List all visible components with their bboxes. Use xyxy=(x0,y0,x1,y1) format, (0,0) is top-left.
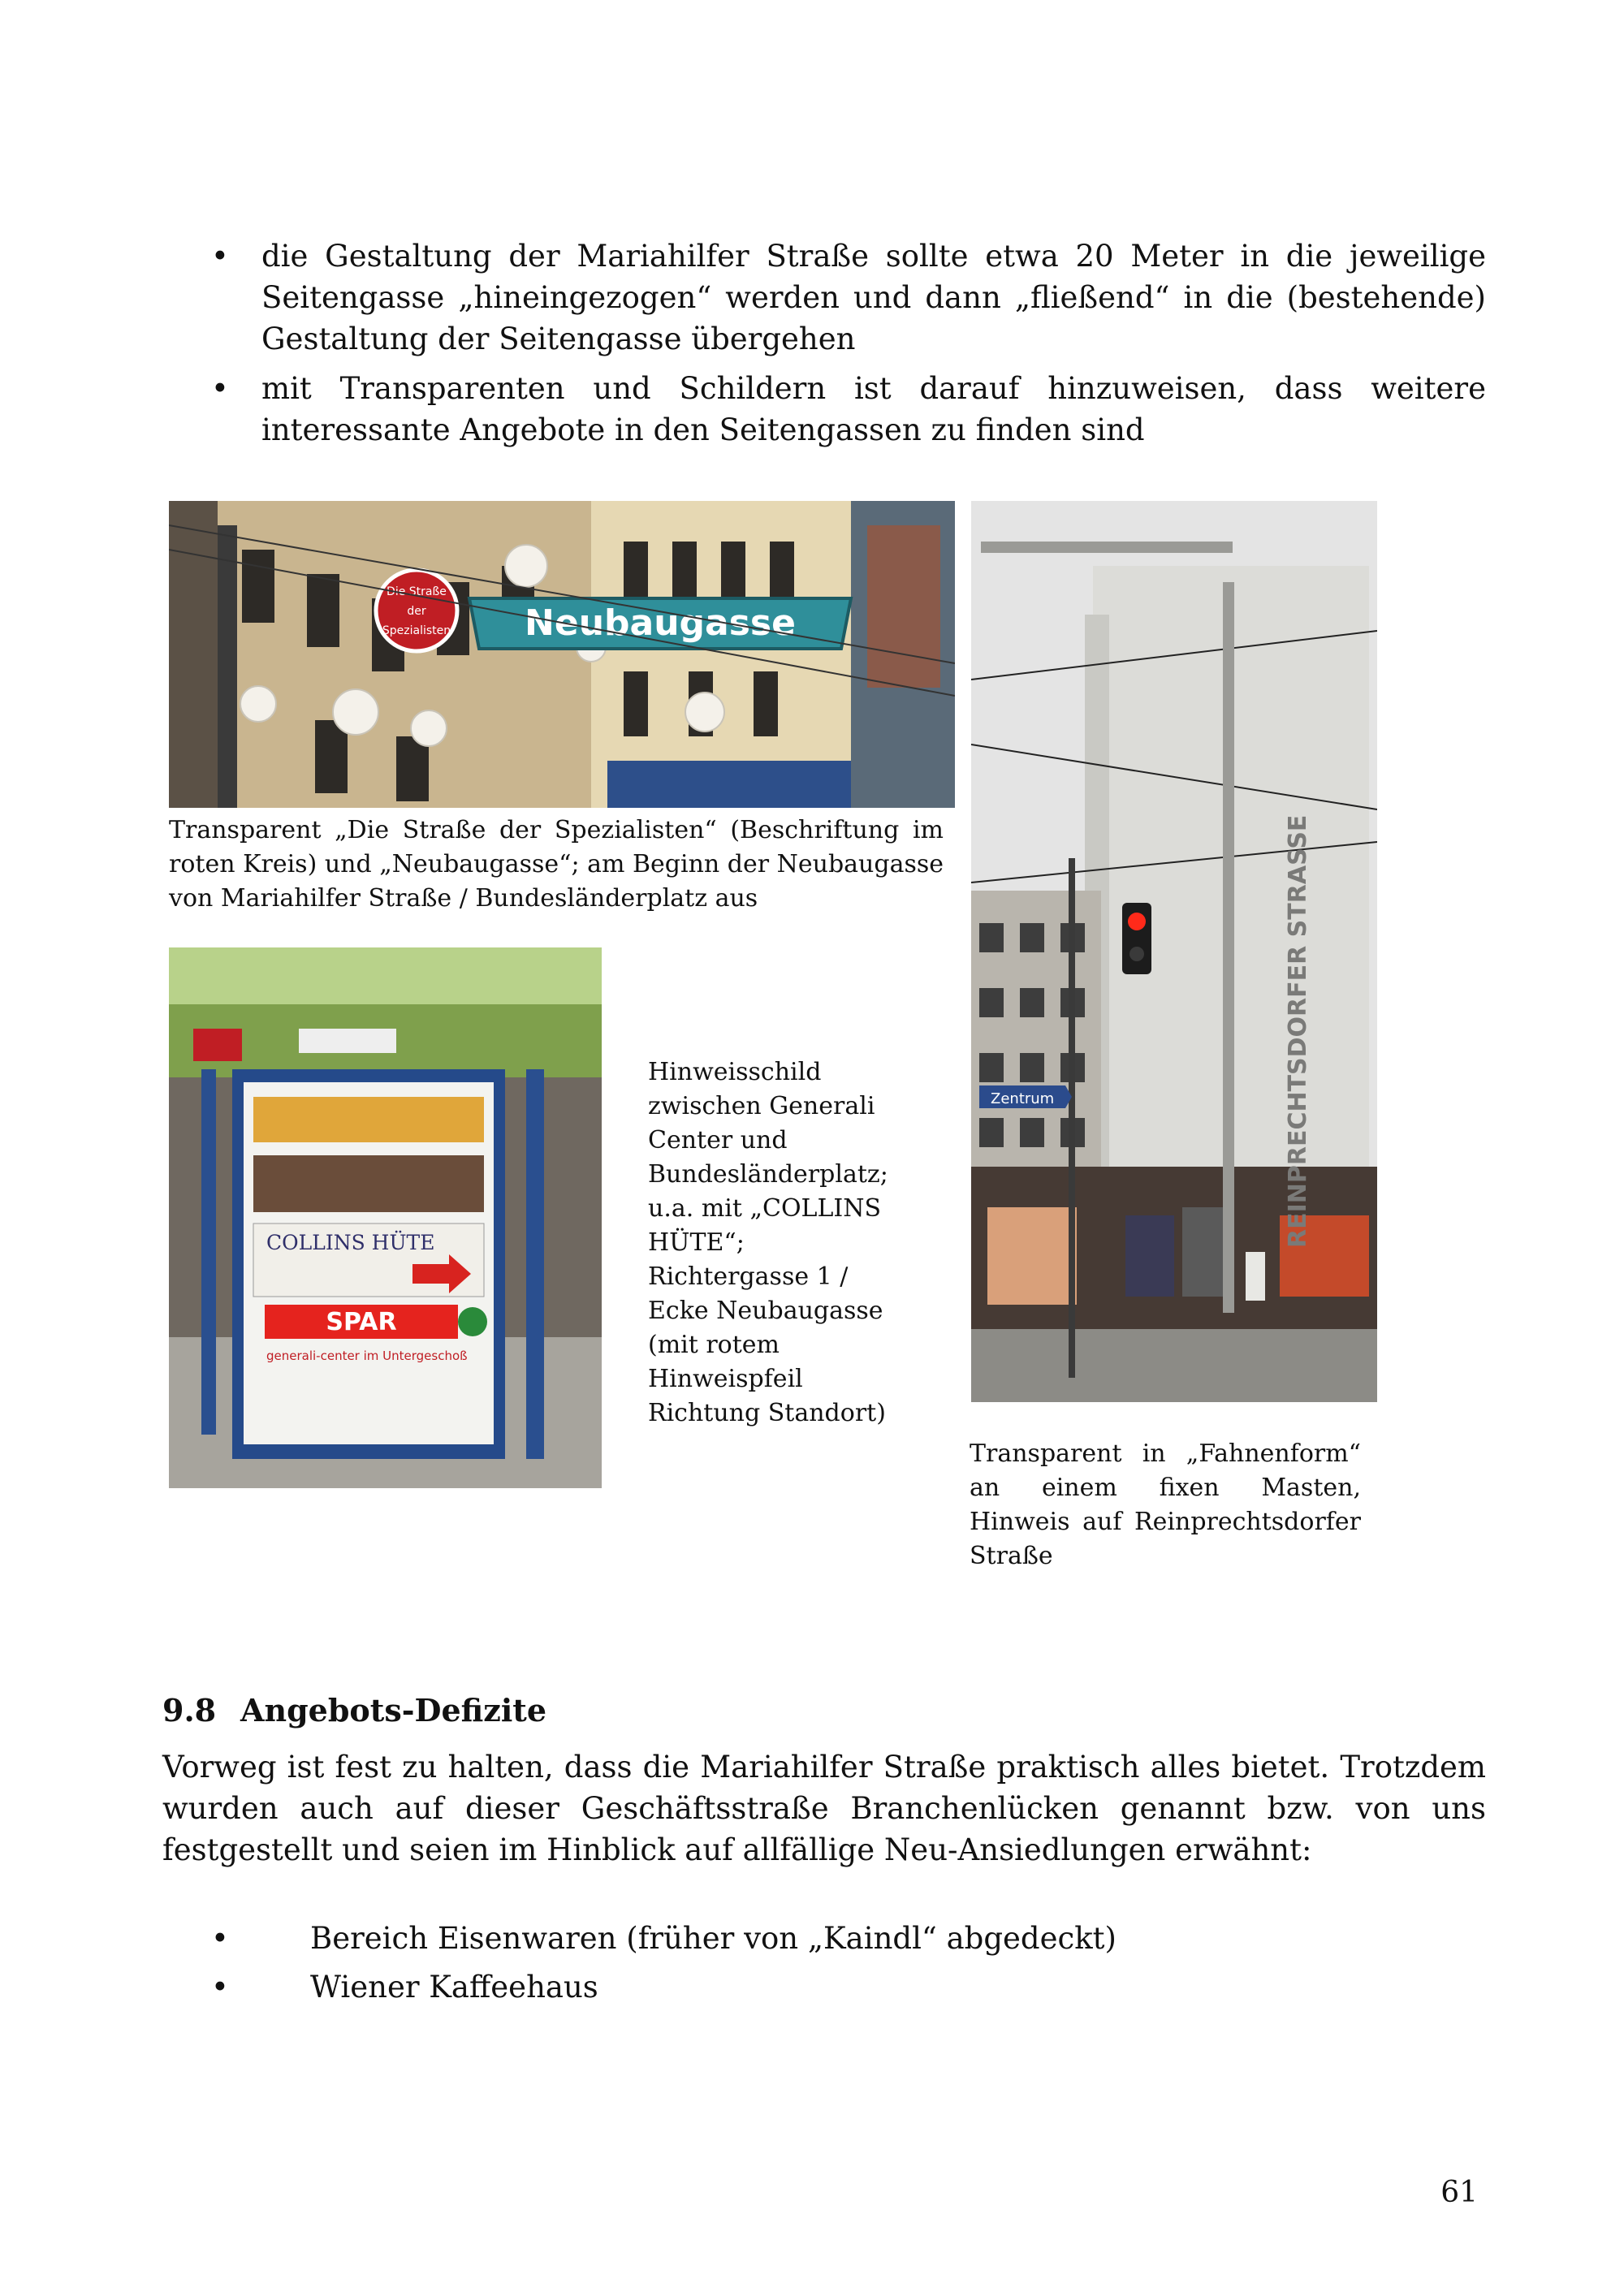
photo-hinweisschild xyxy=(169,947,602,1488)
zentrum-sign-text: Zentrum xyxy=(991,1090,1055,1107)
intro-bullet-list xyxy=(162,235,1486,459)
section-title: Angebots-Defizite xyxy=(240,1692,546,1728)
intro-bullet-item: • die Gestaltung der Mariahilfer Straße sollte etwa 20 Meter in die jeweilige Seitengasse „hineingezogen“ werden und dann „fließend“ in die (bestehende) Gestaltung der Seitengasse übergehen xyxy=(162,235,1486,360)
spar-sign-text: SPAR xyxy=(326,1308,397,1336)
photo-neubaugasse-banner xyxy=(169,501,955,808)
deficit-list xyxy=(162,1914,1462,2012)
photo-fahnenform-transparent xyxy=(971,501,1377,1402)
section-number: 9.8 xyxy=(162,1692,217,1728)
deficit-list-item: • Wiener Kaffeehaus xyxy=(162,1963,1462,2012)
round-sign-line: Die Straße xyxy=(387,585,447,598)
photo1-caption: Transparent „Die Straße der Spezialisten“ (Beschriftung im roten Kreis) und „Neubaugasse“; am Beginn der Neubaugasse von Mariahilfer Straße / Bundesländerplatz aus xyxy=(169,816,944,913)
neubaugasse-sign-text: Neubaugasse xyxy=(525,602,796,644)
deficit-list-item: • Bereich Eisenwaren (früher von „Kaindl“ abgedeckt) xyxy=(162,1914,1462,1963)
section-paragraph: Vorweg ist fest zu halten, dass die Mariahilfer Straße praktisch alles bietet. Trotzdem wurden auch auf dieser Geschäftsstraße Branchenlücken genannt bzw. von uns festgestellt und seien im Hinblick auf allfällige Neu-Ansiedlungen erwähnt: xyxy=(162,1750,1486,1867)
reinprechtsdorfer-banner-text: REINPRECHTSDORFER STRASSE xyxy=(1284,814,1312,1248)
generali-sign-text: generali-center im Untergeschoß xyxy=(266,1349,468,1363)
photo3-caption: Transparent in „Fahnenform“ an einem fixen Masten, Hinweis auf Reinprechtsdorfer Straße xyxy=(970,1439,1361,1570)
section-heading xyxy=(162,1692,546,1728)
round-sign-line: der xyxy=(407,605,426,618)
round-sign-line: Spezialisten xyxy=(382,624,451,637)
collins-sign-text: COLLINS HÜTE xyxy=(266,1231,435,1254)
page-number: 61 xyxy=(1440,2176,1478,2209)
photo2-caption: Hinweisschild zwischen Generali Center und Bundesländerplatz; u.a. mit „COLLINS HÜTE“; Richtergasse 1 / Ecke Neubaugasse (mit rotem Hinweispfeil Richtung Standort) xyxy=(648,1058,888,1427)
intro-bullet-item: • mit Transparenten und Schildern ist darauf hinzuweisen, dass weitere interessante Angebote in den Seitengassen zu finden sind xyxy=(162,368,1486,451)
